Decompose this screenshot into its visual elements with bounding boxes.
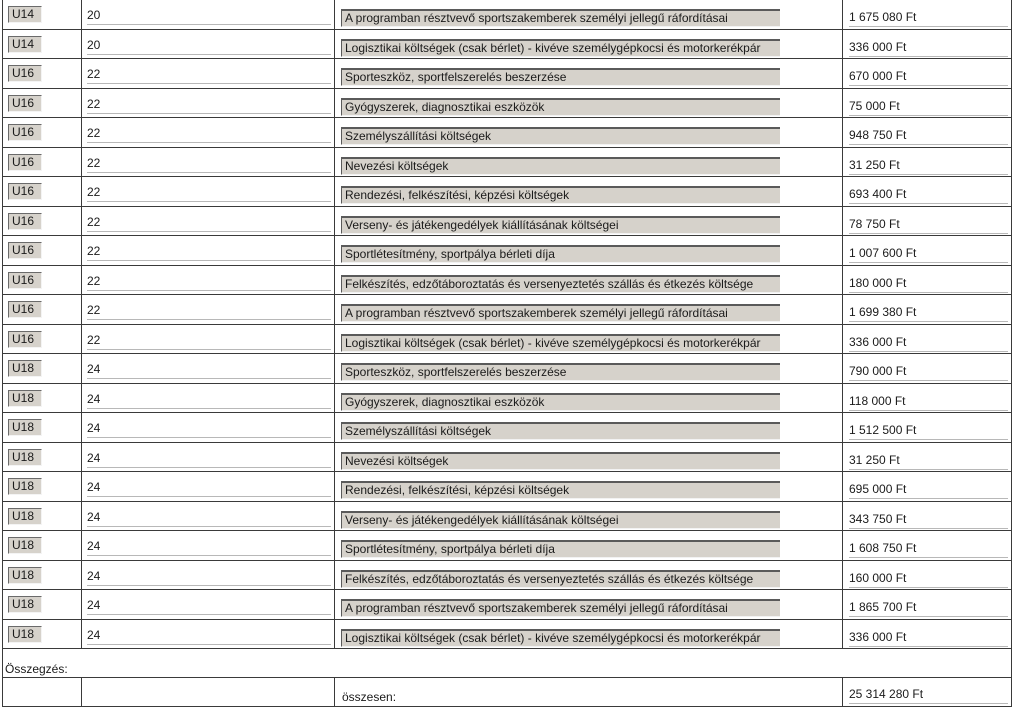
table-row xyxy=(3,531,1011,561)
amount-cell xyxy=(843,443,1011,472)
amount-cell xyxy=(843,413,1011,442)
table-row xyxy=(3,118,1011,148)
cost-item-field[interactable]: Sporteszköz, sportfelszerelés beszerzése xyxy=(341,363,780,381)
table-row xyxy=(3,266,1011,296)
age-cell xyxy=(3,89,82,118)
count-cell xyxy=(82,148,335,177)
participant-count-field[interactable]: 22 xyxy=(87,96,331,114)
cost-item-field[interactable]: A programban résztvevő sportszakemberek személyi jellegű ráfordításai xyxy=(341,304,780,322)
item-cell xyxy=(335,30,843,59)
count-cell xyxy=(82,0,335,29)
age-group-field[interactable]: U18 xyxy=(8,626,42,643)
summary-heading: Összegzés: xyxy=(5,662,68,676)
item-cell xyxy=(335,384,843,413)
count-cell xyxy=(82,59,335,88)
participant-count-field[interactable]: 22 xyxy=(87,273,331,291)
age-group-field[interactable]: U16 xyxy=(8,65,42,82)
item-cell xyxy=(335,207,843,236)
amount-cell xyxy=(843,59,1011,88)
age-group-field[interactable]: U16 xyxy=(8,272,42,289)
amount-cell xyxy=(843,325,1011,354)
cost-item-field[interactable]: Felkészítés, edzőtáboroztatás és versenyeztetés szállás és étkezés költsége xyxy=(341,570,780,588)
amount-cell xyxy=(843,89,1011,118)
item-cell xyxy=(335,531,843,560)
age-group-field[interactable]: U18 xyxy=(8,596,42,613)
count-cell xyxy=(82,325,335,354)
amount-field[interactable]: 1 007 600 Ft xyxy=(849,245,1008,263)
count-cell xyxy=(82,590,335,619)
participant-count-field[interactable]: 24 xyxy=(87,568,331,586)
participant-count-field[interactable]: 22 xyxy=(87,155,331,173)
age-group-field[interactable]: U18 xyxy=(8,567,42,584)
amount-cell xyxy=(843,354,1011,383)
table-row xyxy=(3,207,1011,237)
item-cell xyxy=(335,443,843,472)
age-group-field[interactable]: U18 xyxy=(8,537,42,554)
item-cell xyxy=(335,354,843,383)
participant-count-field[interactable]: 22 xyxy=(87,66,331,84)
table-row xyxy=(3,89,1011,119)
item-cell xyxy=(335,118,843,147)
amount-field[interactable]: 118 000 Ft xyxy=(849,393,1008,411)
count-cell xyxy=(82,118,335,147)
item-cell xyxy=(335,236,843,265)
amount-field[interactable]: 1 865 700 Ft xyxy=(849,599,1008,617)
participant-count-field[interactable]: 24 xyxy=(87,479,331,497)
age-cell xyxy=(3,590,82,619)
amount-cell xyxy=(843,236,1011,265)
item-cell xyxy=(335,325,843,354)
age-group-field[interactable]: U14 xyxy=(8,36,42,53)
participant-count-field[interactable]: 22 xyxy=(87,214,331,232)
item-cell xyxy=(335,561,843,590)
amount-cell xyxy=(843,295,1011,324)
age-cell xyxy=(3,384,82,413)
amount-cell xyxy=(843,30,1011,59)
amount-field[interactable]: 670 000 Ft xyxy=(849,68,1008,86)
total-label: összesen: xyxy=(342,690,397,704)
age-group-field[interactable]: U16 xyxy=(8,95,42,112)
table-row xyxy=(3,295,1011,325)
amount-field[interactable]: 336 000 Ft xyxy=(849,629,1008,647)
participant-count-field[interactable]: 24 xyxy=(87,450,331,468)
amount-field[interactable]: 31 250 Ft xyxy=(849,452,1008,470)
amount-cell xyxy=(843,472,1011,501)
amount-cell xyxy=(843,118,1011,147)
total-amount-cell xyxy=(843,678,1011,706)
amount-field[interactable]: 1 608 750 Ft xyxy=(849,540,1008,558)
amount-field[interactable]: 31 250 Ft xyxy=(849,157,1008,175)
count-cell xyxy=(82,207,335,236)
item-cell xyxy=(335,413,843,442)
cost-item-field[interactable]: Rendezési, felkészítési, képzési költségek xyxy=(341,186,780,204)
age-cell xyxy=(3,502,82,531)
age-cell xyxy=(3,413,82,442)
item-cell xyxy=(335,590,843,619)
table-row xyxy=(3,30,1011,60)
age-group-field[interactable]: U16 xyxy=(8,183,42,200)
age-group-field[interactable]: U18 xyxy=(8,419,42,436)
table-row xyxy=(3,590,1011,620)
age-cell xyxy=(3,59,82,88)
cost-item-field[interactable]: Nevezési költségek xyxy=(341,452,780,470)
participant-count-field[interactable]: 24 xyxy=(87,361,331,379)
age-group-field[interactable]: U16 xyxy=(8,331,42,348)
item-cell xyxy=(335,177,843,206)
amount-field[interactable]: 343 750 Ft xyxy=(849,511,1008,529)
count-cell xyxy=(82,502,335,531)
count-cell xyxy=(82,89,335,118)
count-cell xyxy=(82,177,335,206)
age-cell xyxy=(3,620,82,649)
amount-cell xyxy=(843,266,1011,295)
table-row xyxy=(3,148,1011,178)
table-row xyxy=(3,59,1011,89)
amount-cell xyxy=(843,207,1011,236)
amount-cell xyxy=(843,590,1011,619)
participant-count-field[interactable]: 24 xyxy=(87,391,331,409)
amount-field[interactable]: 695 000 Ft xyxy=(849,481,1008,499)
amount-field[interactable]: 948 750 Ft xyxy=(849,127,1008,145)
item-cell xyxy=(335,502,843,531)
count-cell xyxy=(82,295,335,324)
participant-count-field[interactable]: 24 xyxy=(87,538,331,556)
age-cell xyxy=(3,354,82,383)
amount-field[interactable]: 336 000 Ft xyxy=(849,39,1008,57)
participant-count-field[interactable]: 20 xyxy=(87,37,331,55)
age-group-field[interactable]: U14 xyxy=(8,6,42,23)
age-group-field[interactable]: U18 xyxy=(8,360,42,377)
table-row xyxy=(3,0,1011,30)
age-cell xyxy=(3,236,82,265)
cost-item-field[interactable]: Felkészítés, edzőtáboroztatás és versenyeztetés szállás és étkezés költsége xyxy=(341,275,780,293)
age-cell xyxy=(3,118,82,147)
count-cell xyxy=(82,354,335,383)
amount-field[interactable]: 75 000 Ft xyxy=(849,98,1008,116)
age-group-field[interactable]: U18 xyxy=(8,449,42,466)
count-cell xyxy=(82,413,335,442)
amount-field[interactable]: 78 750 Ft xyxy=(849,216,1008,234)
cost-item-field[interactable]: Sportlétesítmény, sportpálya bérleti díja xyxy=(341,540,780,558)
age-group-field[interactable]: U16 xyxy=(8,124,42,141)
cost-item-field[interactable]: Rendezési, felkészítési, képzési költségek xyxy=(341,481,780,499)
age-cell xyxy=(3,472,82,501)
item-cell xyxy=(335,266,843,295)
count-cell xyxy=(82,561,335,590)
cost-item-field[interactable]: Sportlétesítmény, sportpálya bérleti díja xyxy=(341,245,780,263)
cost-item-field[interactable]: Nevezési költségek xyxy=(341,157,780,175)
age-cell xyxy=(3,266,82,295)
age-group-field[interactable]: U16 xyxy=(8,213,42,230)
participant-count-field[interactable]: 22 xyxy=(87,184,331,202)
age-cell xyxy=(3,443,82,472)
participant-count-field[interactable]: 22 xyxy=(87,302,331,320)
count-cell xyxy=(82,30,335,59)
total-label-cell xyxy=(335,678,843,706)
participant-count-field[interactable]: 24 xyxy=(87,597,331,615)
participant-count-field[interactable]: 22 xyxy=(87,243,331,261)
amount-cell xyxy=(843,620,1011,649)
item-cell xyxy=(335,59,843,88)
age-group-field[interactable]: U18 xyxy=(8,390,42,407)
amount-cell xyxy=(843,502,1011,531)
age-cell xyxy=(3,148,82,177)
total-row xyxy=(3,678,1011,707)
cost-item-field[interactable]: Verseny- és játékengedélyek kiállításának költségei xyxy=(341,511,780,529)
age-cell xyxy=(3,0,82,29)
cost-table xyxy=(2,0,1012,707)
age-cell xyxy=(3,295,82,324)
total-amount-field[interactable]: 25 314 280 Ft xyxy=(849,686,1008,704)
cost-item-field[interactable]: Logisztikai költségek (csak bérlet) - kivéve személygépkocsi és motorkerékpár xyxy=(341,334,780,352)
age-cell xyxy=(3,531,82,560)
age-cell xyxy=(3,325,82,354)
table-row xyxy=(3,354,1011,384)
table-row xyxy=(3,325,1011,355)
amount-field[interactable]: 1 699 380 Ft xyxy=(849,304,1008,322)
amount-cell xyxy=(843,531,1011,560)
age-group-field[interactable]: U16 xyxy=(8,242,42,259)
age-group-field[interactable]: U18 xyxy=(8,478,42,495)
amount-cell xyxy=(843,148,1011,177)
table-row xyxy=(3,413,1011,443)
total-empty-cell-1 xyxy=(3,678,82,706)
amount-cell xyxy=(843,384,1011,413)
amount-field[interactable]: 1 512 500 Ft xyxy=(849,422,1008,440)
item-cell xyxy=(335,0,843,29)
cost-item-field[interactable]: Gyógyszerek, diagnosztikai eszközök xyxy=(341,98,780,116)
amount-field[interactable]: 790 000 Ft xyxy=(849,363,1008,381)
count-cell xyxy=(82,472,335,501)
participant-count-field[interactable]: 24 xyxy=(87,509,331,527)
participant-count-field[interactable]: 24 xyxy=(87,420,331,438)
participant-count-field[interactable]: 22 xyxy=(87,125,331,143)
count-cell xyxy=(82,620,335,649)
amount-field[interactable]: 336 000 Ft xyxy=(849,334,1008,352)
amount-field[interactable]: 1 675 080 Ft xyxy=(849,9,1008,27)
cost-item-field[interactable]: Személyszállítási költségek xyxy=(341,127,780,145)
age-cell xyxy=(3,207,82,236)
cost-item-field[interactable]: Verseny- és játékengedélyek kiállításának költségei xyxy=(341,216,780,234)
count-cell xyxy=(82,443,335,472)
item-cell xyxy=(335,89,843,118)
cost-item-field[interactable]: A programban résztvevő sportszakemberek személyi jellegű ráfordításai xyxy=(341,599,780,617)
cost-rows xyxy=(3,0,1011,649)
summary-heading-row xyxy=(3,649,1011,678)
participant-count-field[interactable]: 24 xyxy=(87,627,331,645)
table-row xyxy=(3,561,1011,591)
total-empty-cell-2 xyxy=(82,678,335,706)
item-cell xyxy=(335,295,843,324)
table-row xyxy=(3,620,1011,650)
amount-cell xyxy=(843,0,1011,29)
age-cell xyxy=(3,561,82,590)
item-cell xyxy=(335,148,843,177)
amount-cell xyxy=(843,561,1011,590)
participant-count-field[interactable]: 20 xyxy=(87,7,331,25)
table-row xyxy=(3,502,1011,532)
table-row xyxy=(3,177,1011,207)
count-cell xyxy=(82,266,335,295)
table-row xyxy=(3,384,1011,414)
cost-item-field[interactable]: Logisztikai költségek (csak bérlet) - kivéve személygépkocsi és motorkerékpár xyxy=(341,39,780,57)
table-row xyxy=(3,472,1011,502)
cost-item-field[interactable]: Gyógyszerek, diagnosztikai eszközök xyxy=(341,393,780,411)
age-cell xyxy=(3,30,82,59)
age-group-field[interactable]: U16 xyxy=(8,154,42,171)
cost-item-field[interactable]: A programban résztvevő sportszakemberek személyi jellegű ráfordításai xyxy=(341,9,780,27)
age-group-field[interactable]: U18 xyxy=(8,508,42,525)
count-cell xyxy=(82,384,335,413)
age-group-field[interactable]: U16 xyxy=(8,301,42,318)
cost-item-field[interactable]: Személyszállítási költségek xyxy=(341,422,780,440)
amount-field[interactable]: 160 000 Ft xyxy=(849,570,1008,588)
amount-field[interactable]: 180 000 Ft xyxy=(849,275,1008,293)
age-cell xyxy=(3,177,82,206)
amount-field[interactable]: 693 400 Ft xyxy=(849,186,1008,204)
cost-item-field[interactable]: Sporteszköz, sportfelszerelés beszerzése xyxy=(341,68,780,86)
count-cell xyxy=(82,531,335,560)
amount-cell xyxy=(843,177,1011,206)
cost-item-field[interactable]: Logisztikai költségek (csak bérlet) - kivéve személygépkocsi és motorkerékpár xyxy=(341,629,780,647)
item-cell xyxy=(335,620,843,649)
table-row xyxy=(3,236,1011,266)
participant-count-field[interactable]: 22 xyxy=(87,332,331,350)
count-cell xyxy=(82,236,335,265)
table-row xyxy=(3,443,1011,473)
item-cell xyxy=(335,472,843,501)
